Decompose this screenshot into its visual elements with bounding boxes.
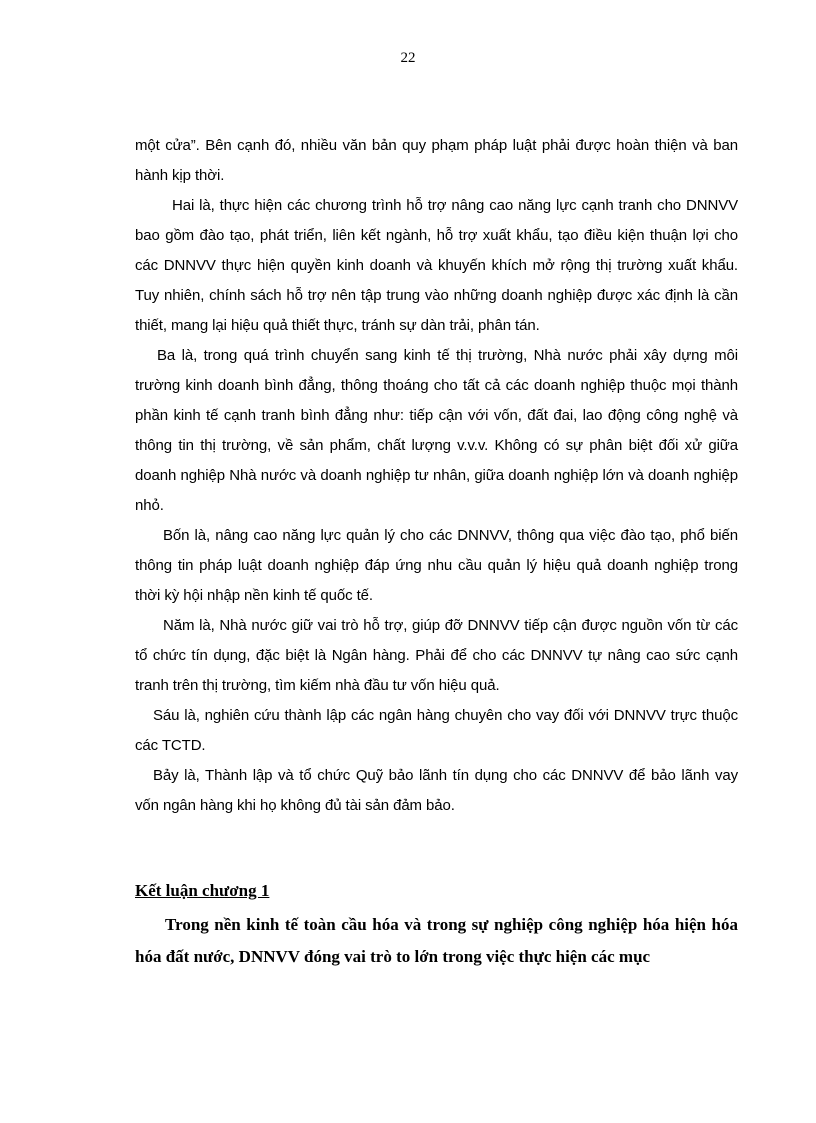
paragraph-hai-la: Hai là, thực hiện các chương trình hỗ trợ nâng cao năng lực cạnh tranh cho DNNVV bao gồm đào tạo, phát triển, liên kết ngành, hỗ trợ xuất khẩu, tạo điều kiện thuận lợi cho các DNNVV thực hiện quyền kinh doanh và khuyến khích mở rộng thị trường xuất khẩu. Tuy nhiên, chính sách hỗ trợ nên tập trung vào những doanh nghiệp được xác định là cần thiết, mang lại hiệu quả thiết thực, tránh sự dàn trải, phân tán. [135,197,738,334]
paragraph-bay-la: Bảy là, Thành lập và tổ chức Quỹ bảo lãnh tín dụng cho các DNNVV để bảo lãnh vay vốn ngân hàng khi họ không đủ tài sản đảm bảo. [135,767,738,814]
paragraph-continuation: một cửa”. Bên cạnh đó, nhiều văn bản quy phạm pháp luật phải được hoàn thiện và ban hành kịp thời. [135,137,738,184]
paragraph-ba-la: Ba là, trong quá trình chuyển sang kinh tế thị trường, Nhà nước phải xây dựng môi trường kinh doanh bình đẳng, thông thoáng cho tất cả các doanh nghiệp thuộc mọi thành phần kinh tế cạnh tranh bình đẳng như: tiếp cận với vốn, đất đai, lao động công nghệ và thông tin thị trường, về sản phẩm, chất lượng v.v.v. Không có sự phân biệt đối xử giữa doanh nghiệp Nhà nước và doanh nghiệp tư nhân, giữa doanh nghiệp lớn và doanh nghiệp nhỏ. [135,347,738,514]
paragraph-bon-la: Bốn là, nâng cao năng lực quản lý cho các DNNVV, thông qua việc đào tạo, phổ biến thông tin pháp luật doanh nghiệp đáp ứng nhu cầu quản lý hiệu quả doanh nghiệp trong thời kỳ hội nhập nền kinh tế quốc tế. [135,527,738,604]
section-heading: Kết luận chương 1 [135,881,270,900]
page-number: 22 [400,50,416,66]
conclusion-paragraph: Trong nền kinh tế toàn cầu hóa và trong sự nghiệp công nghiệp hóa hiện hóa hóa đất nước, DNNVV đóng vai trò to lớn trong việc thực hiện các mục [135,915,738,966]
body-text [135,131,738,821]
paragraph-nam-la: Năm là, Nhà nước giữ vai trò hỗ trợ, giúp đỡ DNNVV tiếp cận được nguồn vốn từ các tổ chức tín dụng, đặc biệt là Ngân hàng. Phải để cho các DNNVV tự nâng cao sức cạnh tranh trên thị trường, tìm kiếm nhà đầu tư vốn hiệu quả. [135,617,738,694]
paragraph-sau-la: Sáu là, nghiên cứu thành lập các ngân hàng chuyên cho vay đối với DNNVV trực thuộc các TCTD. [135,707,738,754]
